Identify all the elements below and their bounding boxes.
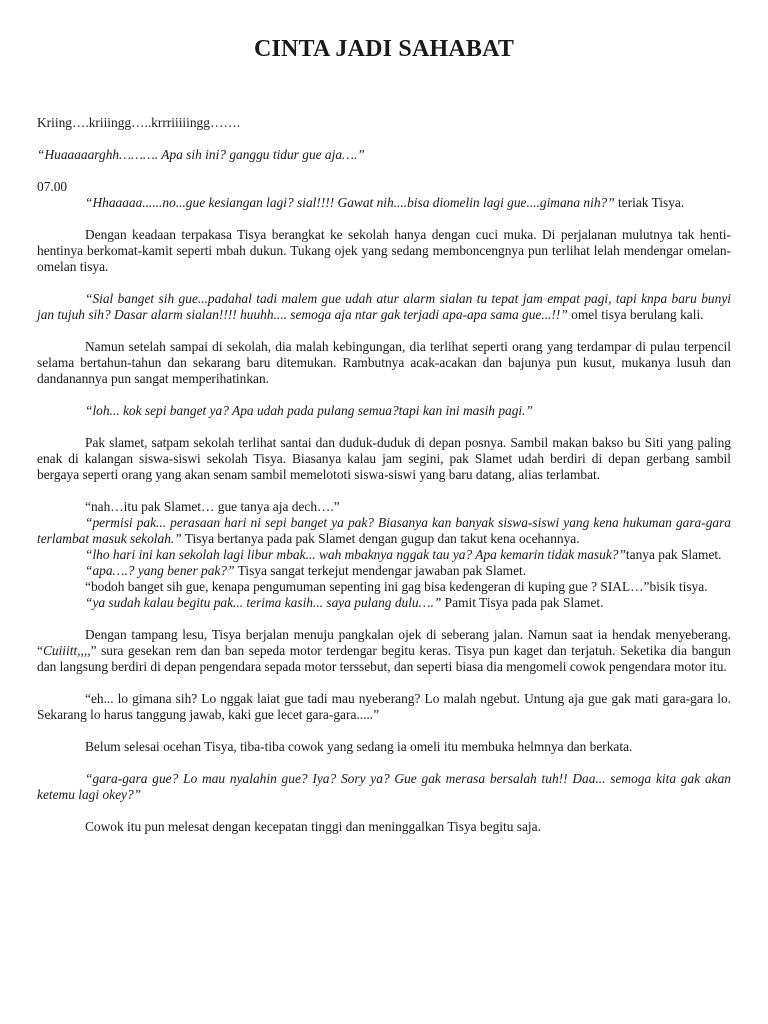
narration-text: ” sura gesekan rem dan ban sepeda motor terdengar begitu keras. Tisya pun kaget dan terjatuh. Seketika dia bangun dan langsung berdiri di depan pengendara sepada motor terssebut, dan seperti biasa dia mengomeli cowok pengendara motor itu. (37, 643, 731, 674)
dialogue-text: “Hhaaaaa......no...gue kesiangan lagi? sial!!!! Gawat nih....bisa diomelin lagi gue....gimana nih?” (85, 195, 615, 210)
document-body (37, 115, 731, 835)
narration-text: Tisya sangat terkejut mendengar jawaban pak Slamet. (234, 563, 527, 578)
document-title: CINTA JADI SAHABAT (253, 36, 515, 62)
dialogue-text: “loh... kok sepi banget ya? Apa udah pada pulang semua?tapi kan ini masih pagi.” (85, 403, 533, 418)
dialogue-text: “bodoh banget sih gue, kenapa pengumuman sepenting ini gag bisa kedengeran di kuping gue ? SIAL…”bisik tisya. (85, 579, 708, 594)
narration-text: teriak Tisya. (614, 195, 685, 210)
paragraph-dialogue (37, 499, 731, 515)
paragraph-dialogue (37, 515, 731, 547)
paragraph-narration (37, 339, 731, 387)
paragraph-dialogue (37, 147, 731, 163)
dialogue-text: “permisi pak... perasaan hari ni sepi banget ya pak? Biasanya kan banyak siswa-siswi yang kena hukuman gara-gara terlambat masuk sekolah.” (37, 515, 731, 546)
dialogue-text: “Huaaaaarghh………. Apa sih ini? ganggu tidur gue aja….” (37, 147, 365, 162)
narration-text: omel tisya berulang kali. (567, 307, 704, 322)
paragraph-dialogue (37, 579, 731, 595)
time-text: 07.00 (37, 179, 68, 194)
narration-text: Dengan keadaan terpakasa Tisya berangkat ke sekolah hanya dengan cuci muka. Di perjalanan mulutnya tak henti-hentinya berkomat-kamit seperti mbah dukun. Tukang ojek yang sedang memboncengnya pun terlihat lelah mendengar omelan-omelan tisya. (37, 227, 731, 274)
narration-text: Cowok itu pun melesat dengan kecepatan tinggi dan meninggalkan Tisya begitu saja. (85, 819, 541, 834)
paragraph-narration (37, 435, 731, 483)
paragraph-dialogue (37, 691, 731, 723)
paragraph-dialogue (37, 195, 731, 211)
paragraph-dialogue (37, 563, 731, 579)
sound-effect-text: Cuiiitt,,,, (42, 643, 91, 658)
paragraph-dialogue (37, 547, 731, 563)
text: Kriing….kriiingg…..krrriiiiingg……. (37, 115, 241, 130)
dialogue-text: “ya sudah kalau begitu pak... terima kasih... saya pulang dulu….” (85, 595, 442, 610)
paragraph-dialogue (37, 291, 731, 323)
dialogue-text: “apa….? yang bener pak?” (85, 563, 235, 578)
dialogue-text: “lho hari ini kan sekolah lagi libur mbak... wah mbaknya nggak tau ya? Apa kemarin tidak masuk?” (85, 547, 626, 562)
dialogue-text: “gara-gara gue? Lo mau nyalahin gue? Iya? Sory ya? Gue gak merasa bersalah tuh!! Daa... semoga kita gak akan ketemu lagi okey?” (37, 771, 731, 802)
paragraph-alarm-sound (37, 115, 731, 131)
narration-text: tanya pak Slamet. (625, 547, 722, 562)
paragraph-dialogue (37, 771, 731, 803)
paragraph-narration (37, 627, 731, 675)
paragraph-narration (37, 739, 731, 755)
paragraph-dialogue (37, 403, 731, 419)
narration-text: Dengan tampang lesu, Tisya berjalan menuju pangkalan ojek di seberang jalan. Namun saat ia hendak menyeberang. “ (37, 627, 731, 658)
dialogue-text: “Sial banget sih gue...padahal tadi malem gue udah atur alarm sialan tu tepat jam empat pagi, tapi knpa baru bunyi jan tujuh sih? Dasar alarm sialan!!!! huuhh.... semoga aja ntar gak terjadi apa-apa sama gue...!!” (37, 291, 731, 322)
narration-text: Tisya bertanya pada pak Slamet dengan gugup dan takut kena ocehannya. (181, 531, 580, 546)
paragraph-narration (37, 227, 731, 275)
narration-text: Namun setelah sampai di sekolah, dia malah kebingungan, dia terlihat seperti orang yang terdampar di pulau terpencil selama bertahun-tahun dan sekarang baru ditemukan. Rambutnya acak-acakan dan bajunya pun kusut, mukanya lusuh dan dandanannya pun sangat memperihatinkan. (37, 339, 731, 386)
paragraph-narration (37, 819, 731, 835)
narration-text: Pamit Tisya pada pak Slamet. (441, 595, 604, 610)
narration-text: Belum selesai ocehan Tisya, tiba-tiba cowok yang sedang ia omeli itu membuka helmnya dan berkata. (85, 739, 633, 754)
dialogue-text: “eh... lo gimana sih? Lo nggak laiat gue tadi mau nyeberang? Lo malah ngebut. Untung aja gue gak mati gara-gara lo. Sekarang lo harus tanggung jawab, kaki gue lecet gara-gara.....” (37, 691, 731, 722)
dialogue-text: “nah…itu pak Slamet… gue tanya aja dech….” (85, 499, 340, 514)
narration-text: Pak slamet, satpam sekolah terlihat santai dan duduk-duduk di depan posnya. Sambil makan bakso bu Siti yang paling enak di kalangan siswa-siswi sekolah Tisya. Biasanya kalau jam segini, pak Slamet udah berdiri di depan gerbang sambil bergaya seperti orang yang akan senam sambil memelototi siswa-siswi yang baru datang, alias terlambat. (37, 435, 731, 482)
paragraph-dialogue (37, 595, 731, 611)
paragraph-time (37, 179, 731, 195)
